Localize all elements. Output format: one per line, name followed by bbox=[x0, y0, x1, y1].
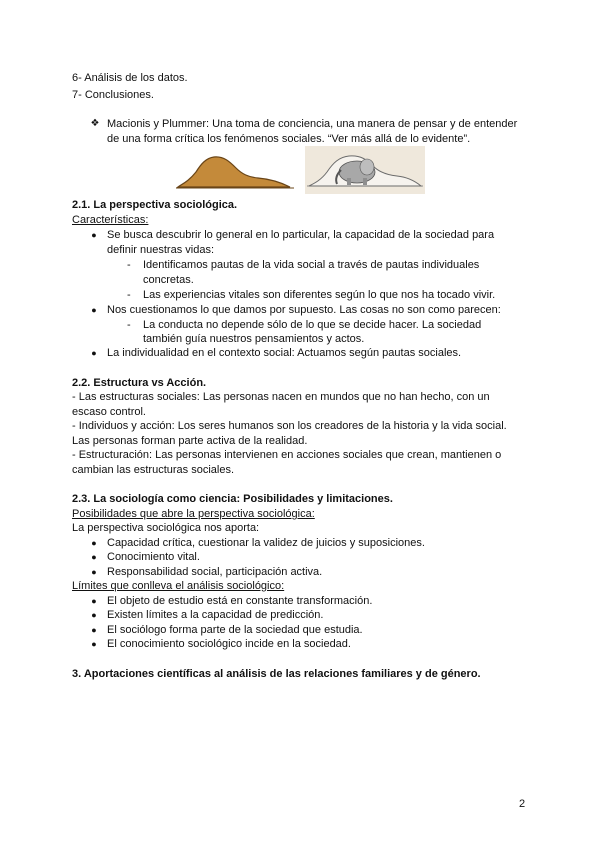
s21-sub-3-line-2: también guía nuestros pensamientos y actos. bbox=[143, 333, 365, 345]
section-3-title: 3. Aportaciones científicas al análisis de las relaciones familiares y de género. bbox=[72, 668, 481, 680]
s21-sub-1-line-1: Identificamos pautas de la vida social a través de pautas individuales bbox=[143, 259, 480, 271]
s23-limit-4: El conocimiento sociológico incide en la sociedad. bbox=[107, 638, 351, 650]
section-2-1-title: 2.1. La perspectiva sociológica. bbox=[72, 199, 238, 211]
section-2-3-title: 2.3. La sociología como ciencia: Posibilidades y limitaciones. bbox=[72, 493, 393, 505]
dash-icon: - bbox=[127, 259, 131, 271]
section-2-2-title: 2.2. Estructura vs Acción. bbox=[72, 377, 207, 389]
s22-line-6: cambian las estructuras sociales. bbox=[72, 464, 235, 476]
s23-possibility-1: Capacidad crítica, cuestionar la validez de juicios y suposiciones. bbox=[107, 537, 425, 549]
s23-possibility-3: Responsabilidad social, participación activa. bbox=[107, 566, 323, 578]
boa-elephant-drawing bbox=[305, 146, 425, 194]
step-6: 6- Análisis de los datos. bbox=[72, 72, 188, 84]
quote-line-2: de una forma crítica los fenómenos sociales. “Ver más allá de lo evidente”. bbox=[107, 133, 471, 145]
bullet-icon: ● bbox=[91, 538, 97, 548]
s23-limit-3: El sociólogo forma parte de la sociedad que estudia. bbox=[107, 624, 363, 636]
s22-line-1: - Las estructuras sociales: Las personas nacen en mundos que no han hecho, con un bbox=[72, 391, 490, 403]
s23-limit-1: El objeto de estudio está en constante transformación. bbox=[107, 595, 373, 607]
s23-intro: La perspectiva sociológica nos aporta: bbox=[72, 522, 260, 534]
dash-icon: - bbox=[127, 319, 131, 331]
s21-sub-2: Las experiencias vitales son diferentes según lo que nos ha tocado vivir. bbox=[143, 289, 496, 301]
s23-limit-2: Existen límites a la capacidad de predicción. bbox=[107, 609, 324, 621]
bullet-icon: ● bbox=[91, 567, 97, 577]
bullet-icon: ● bbox=[91, 348, 97, 358]
s23-limits-subtitle: Límites que conlleva el análisis sociológico: bbox=[72, 580, 285, 592]
s22-line-2: escaso control. bbox=[72, 406, 146, 418]
bullet-icon: ● bbox=[91, 596, 97, 606]
s21-bullet-1-line-2: definir nuestras vidas: bbox=[107, 244, 214, 256]
s21-bullet-1-line-1: Se busca descubrir lo general en lo particular, la capacidad de la sociedad para bbox=[107, 229, 495, 241]
quote-line-1: Macionis y Plummer: Una toma de conciencia, una manera de pensar y de entender bbox=[107, 118, 518, 130]
s22-line-5: - Estructuración: Las personas intervienen en acciones sociales que crean, mantienen o bbox=[72, 449, 502, 461]
s21-bullet-2: Nos cuestionamos lo que damos por supuesto. Las cosas no son como parecen: bbox=[107, 304, 501, 316]
bullet-icon: ● bbox=[91, 230, 97, 240]
s22-line-4: Las personas forman parte activa de la realidad. bbox=[72, 435, 308, 447]
bullet-icon: ● bbox=[91, 610, 97, 620]
step-7: 7- Conclusiones. bbox=[72, 89, 154, 101]
diamond-bullet-icon: ❖ bbox=[90, 118, 100, 129]
dash-icon: - bbox=[127, 289, 131, 301]
page-number: 2 bbox=[519, 798, 526, 810]
bullet-icon: ● bbox=[91, 625, 97, 635]
s21-sub-1-line-2: concretas. bbox=[143, 274, 194, 286]
section-2-1-subtitle: Características: bbox=[72, 214, 149, 226]
bullet-icon: ● bbox=[91, 552, 97, 562]
s21-sub-3-line-1: La conducta no depende sólo de lo que se decide hacer. La sociedad bbox=[143, 319, 482, 331]
s23-possibilities-subtitle: Posibilidades que abre la perspectiva sociológica: bbox=[72, 508, 315, 520]
s21-bullet-3: La individualidad en el contexto social: Actuamos según pautas sociales. bbox=[107, 347, 462, 359]
bullet-icon: ● bbox=[91, 639, 97, 649]
s22-line-3: - Individuos y acción: Los seres humanos son los creadores de la historia y la vida social. bbox=[72, 420, 507, 432]
hat-drawing bbox=[176, 150, 296, 192]
s23-possibility-2: Conocimiento vital. bbox=[107, 551, 200, 563]
bullet-icon: ● bbox=[91, 305, 97, 315]
